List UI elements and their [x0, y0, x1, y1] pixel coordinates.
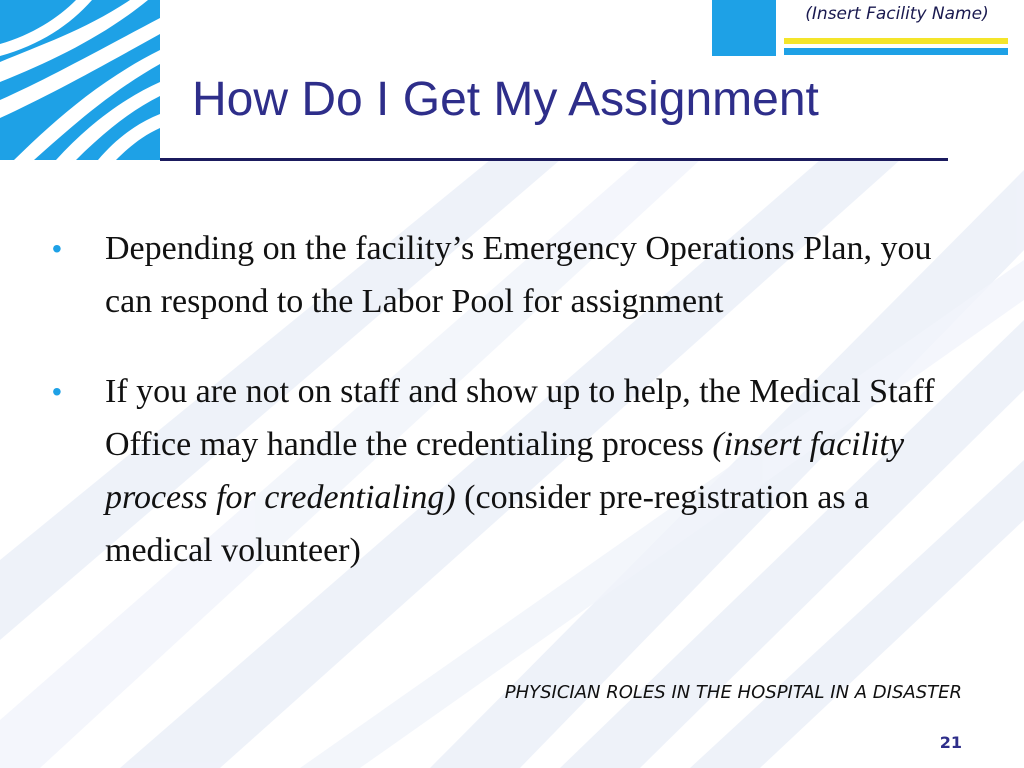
- facility-name-label: (Insert Facility Name): [805, 4, 989, 24]
- bullet-text-end: (consider pre-registration as a medical volunteer): [105, 479, 870, 569]
- bullet-marker: •: [52, 233, 62, 264]
- bullet-text: Depending on the facility’s Emergency Operations Plan, you can respond to the Labor Pool for assignment: [105, 230, 932, 320]
- bullet-list: [52, 222, 952, 614]
- bullet-item-credentialing: [52, 365, 952, 577]
- bullet-text-start: If you are not on staff and show up to help, the Medical Staff Office may handle the credentialing process: [105, 373, 935, 463]
- header-yellow-bar: [784, 38, 1008, 44]
- corner-accent-square: [712, 0, 776, 56]
- title-underline: [160, 158, 948, 161]
- footer-title: PHYSICIAN ROLES IN THE HOSPITAL IN A DISASTER: [504, 682, 962, 703]
- bullet-item-labor-pool: [52, 222, 952, 328]
- bullet-marker: •: [52, 376, 62, 407]
- page-number: 21: [939, 733, 962, 752]
- slide-title: How Do I Get My Assignment: [192, 73, 819, 126]
- header-blue-bar: [784, 48, 1008, 55]
- bullet-text-italic: (insert facility process for credentialing): [105, 426, 905, 516]
- road-stripes-logo-icon: [0, 0, 160, 160]
